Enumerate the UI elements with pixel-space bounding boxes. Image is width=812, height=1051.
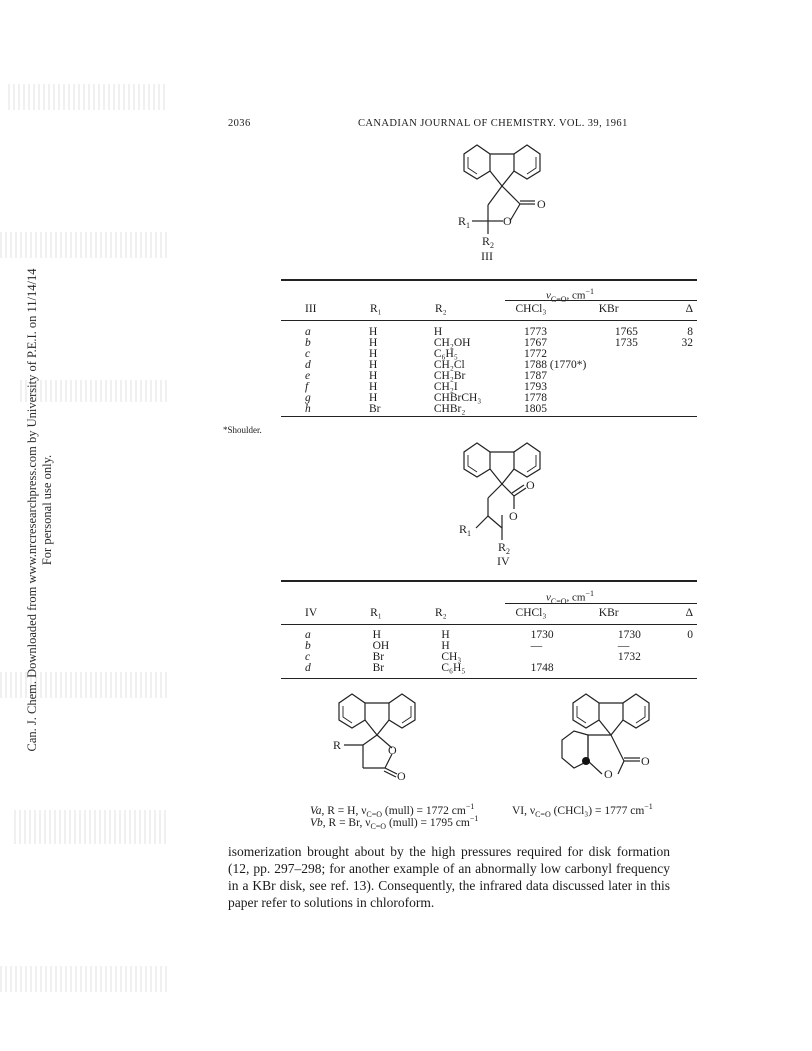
table-cell-delta — [682, 371, 698, 382]
table2-bottom-rule — [281, 678, 697, 679]
table-cell-id: c — [305, 651, 311, 663]
caption-va-label: Va — [310, 804, 322, 817]
body-paragraph: isomerization brought about by the high pressures required for disk formation (12, pp. 297–298; for another example of an abnormally low carbonyl frequency in a KBr disk, see ref. 13). Consequently, the infrared data discussed later in this paper refer to solutions in chloroform. — [228, 844, 670, 910]
table-cell-id: d — [305, 662, 311, 674]
table-row — [281, 404, 697, 415]
r1-symbol: R — [459, 522, 468, 536]
table-cell-chcl3: 1730 — [530, 629, 554, 641]
r1-symbol: R — [458, 214, 467, 228]
table-cell-id: h — [305, 403, 311, 415]
col-r2: R₂ — [434, 303, 447, 315]
table-cell-id: c — [305, 348, 311, 360]
table-cell-kbr — [597, 371, 682, 382]
col-r1: R₁ — [370, 607, 382, 619]
table-cell-id: a — [305, 326, 311, 338]
table-cell-r1: H — [368, 348, 378, 360]
table-cell-r1: H — [368, 370, 378, 382]
table2-body — [281, 630, 697, 674]
caption-vi-rest: (CHCl₃) = 1777 cm — [550, 804, 645, 817]
caption-vb-text: , R = Br, ν — [322, 816, 371, 829]
carbonyl-o: O — [526, 478, 535, 492]
table-cell-id: b — [305, 640, 311, 652]
table-cell-r2: CH₂OH — [433, 337, 471, 349]
table-cell-chcl3: 1767 — [524, 337, 548, 349]
caption-vi-exp: −1 — [644, 802, 653, 811]
table-cell-kbr: 1735 — [614, 337, 638, 349]
carbonyl-o: O — [641, 754, 650, 768]
fluorene-left-ring — [339, 694, 365, 728]
table-cell-kbr — [600, 663, 687, 674]
r-symbol: R — [333, 738, 342, 752]
structure-label-IV: IV — [497, 554, 510, 568]
col-chcl3: CHCl₃ — [515, 607, 547, 619]
table-cell-r1: H — [368, 326, 378, 338]
scan-noise — [0, 966, 168, 992]
caption-va-rest: (mull) = 1772 cm — [382, 804, 466, 817]
col-kbr: KBr — [598, 303, 619, 315]
table1-header — [281, 304, 697, 315]
table-row — [281, 663, 697, 674]
table-row — [281, 371, 697, 382]
table-row — [281, 360, 697, 371]
r2-symbol: R — [482, 234, 491, 248]
lactone-ring — [588, 735, 640, 774]
fluorene-left-ring — [573, 694, 599, 728]
table-cell-kbr: 1732 — [617, 651, 641, 663]
table1-footnote: *Shoulder. — [223, 425, 262, 435]
caption-vb-label: Vb — [310, 816, 323, 829]
carbonyl-o: O — [397, 769, 406, 783]
structure-VI — [548, 688, 688, 790]
download-stamp — [25, 245, 55, 775]
table-cell-chcl3 — [513, 652, 600, 663]
fluorene-left-ring — [464, 145, 490, 179]
table-cell-r2: CHBr₂ — [433, 403, 466, 415]
page-number: 2036 — [228, 118, 251, 129]
download-stamp-line2: For personal use only. — [40, 454, 54, 566]
table2-top-rule — [281, 580, 697, 582]
table1-top-rule — [281, 279, 697, 281]
carbonyl-o: O — [537, 197, 546, 211]
fluorene-right-ring — [623, 694, 649, 728]
table-cell-r2: H — [441, 640, 450, 652]
table-cell-r2: CH₂I — [433, 381, 458, 393]
caption-va-exp: −1 — [465, 802, 475, 811]
table-cell-delta — [682, 404, 698, 415]
caption-vb-sub: C=O — [370, 822, 387, 832]
caption-vb-rest: (mull) = 1795 cm — [386, 816, 470, 829]
table1-group-rule — [505, 300, 697, 301]
col-delta: Δ — [685, 607, 693, 619]
fluorene-right-ring — [389, 694, 415, 728]
table-cell-id: e — [305, 370, 311, 382]
structure-III — [440, 138, 570, 264]
scan-noise — [8, 84, 168, 110]
col-delta: Δ — [685, 303, 693, 315]
lactone-ring — [476, 484, 526, 540]
caption-va-text: , R = H, ν — [321, 804, 367, 817]
stereocenter-dot — [582, 757, 590, 765]
table-cell-kbr: 1730 — [617, 629, 641, 641]
unit-exponent: −1 — [585, 287, 594, 296]
table-cell-kbr — [597, 360, 682, 371]
table-cell-delta — [687, 663, 697, 674]
structure-IV — [440, 436, 570, 568]
table-cell-r2: C₆H₅ — [441, 662, 466, 674]
table-cell-r2: CHBrCH₃ — [433, 392, 482, 404]
scan-noise — [14, 810, 168, 844]
table-cell-r2: CH₂Br — [433, 370, 466, 382]
caption-vb-exp: −1 — [469, 814, 479, 823]
table2-header — [281, 608, 697, 619]
table-cell-r2: CH₃ — [441, 651, 462, 663]
table-cell-r2: H — [441, 629, 450, 641]
table-row — [281, 338, 697, 349]
table1-header-rule — [281, 320, 697, 321]
table-row — [281, 382, 697, 393]
unit: , cm — [566, 591, 586, 604]
r1-subscript: 1 — [466, 221, 471, 230]
ring-o: O — [509, 509, 518, 523]
table-cell-id: b — [305, 337, 311, 349]
table-cell-r1: H — [368, 337, 378, 349]
table-cell-chcl3: 1787 — [524, 370, 548, 382]
ring-o: O — [388, 743, 397, 757]
fluorene-left-ring — [464, 443, 490, 477]
table-cell-chcl3: 1793 — [524, 381, 548, 393]
table-cell-r1: Br — [372, 662, 385, 674]
table-row — [281, 349, 697, 360]
col-kbr: KBr — [598, 607, 619, 619]
col-compound: III — [305, 303, 317, 315]
table2-group-rule — [505, 603, 697, 604]
nu-symbol: ν — [546, 591, 551, 604]
col-compound: IV — [305, 607, 318, 619]
svg-text:R1 — [458, 214, 470, 230]
table1-body — [281, 327, 697, 415]
table1-bottom-rule — [281, 416, 697, 417]
table-cell-r1: Br — [368, 403, 381, 415]
nu-symbol: ν — [546, 289, 551, 302]
table-cell-kbr: — — [617, 640, 630, 652]
table2-header-rule — [281, 624, 697, 625]
fluorene-right-ring — [514, 443, 540, 477]
table-cell-delta — [682, 382, 698, 393]
r2-subscript: 2 — [506, 547, 511, 556]
table-cell-chcl3: 1748 — [530, 662, 554, 674]
table-cell-r2: H — [433, 326, 443, 338]
table-cell-chcl3: 1805 — [524, 403, 548, 415]
table-cell-id: f — [305, 381, 309, 393]
table-cell-r1: H — [368, 381, 378, 393]
table2-group-header — [546, 589, 594, 604]
table-cell-kbr — [597, 404, 682, 415]
table-cell-delta — [682, 360, 698, 371]
download-stamp-line1: Can. J. Chem. Downloaded from www.nrcresearchpress.com by University of P.E.I. on 11/14/14 — [25, 268, 39, 752]
table-cell-delta — [682, 349, 698, 360]
table-cell-delta — [682, 393, 698, 404]
fluorene-right-ring — [514, 145, 540, 179]
table-cell-kbr — [597, 393, 682, 404]
caption-vi — [512, 800, 653, 818]
table-cell-r1: H — [368, 359, 378, 371]
col-chcl3: CHCl₃ — [515, 303, 547, 315]
nu-subscript: C=O — [550, 294, 567, 304]
table-cell-chcl3: 1788 (1770*) — [524, 359, 587, 371]
table-cell-r1: H — [372, 629, 381, 641]
table-cell-id: d — [305, 359, 311, 371]
ring-o: O — [503, 214, 512, 228]
table-cell-delta: 32 — [681, 337, 693, 349]
table-cell-kbr — [597, 349, 682, 360]
table-cell-chcl3: 1773 — [524, 326, 548, 338]
table-cell-chcl3: 1778 — [524, 392, 548, 404]
caption-vb — [310, 812, 478, 830]
caption-vi-label: VI, ν — [512, 804, 536, 817]
table-cell-delta — [687, 652, 697, 663]
table-cell-kbr — [597, 382, 682, 393]
table-cell-r1: OH — [372, 640, 390, 652]
table-cell-r1: H — [368, 392, 378, 404]
table-cell-r2: CH₂Cl — [433, 359, 465, 371]
structure-V — [300, 688, 430, 790]
caption-vi-sub: C=O — [535, 810, 551, 820]
ring-o: O — [604, 767, 613, 781]
col-r1: R₁ — [369, 303, 382, 315]
table-cell-r2: C₆H₅ — [433, 348, 458, 360]
table-cell-id: g — [305, 392, 311, 404]
table-cell-delta — [687, 641, 697, 652]
table-row — [281, 393, 697, 404]
table-cell-chcl3: 1772 — [524, 348, 548, 360]
r2-subscript: 2 — [490, 241, 495, 250]
caption-va-sub: C=O — [366, 810, 383, 820]
svg-text:R2 — [482, 234, 494, 250]
running-head: CANADIAN JOURNAL OF CHEMISTRY. VOL. 39, 1961 — [358, 118, 628, 129]
table-row — [281, 630, 697, 641]
col-r2: R₂ — [435, 607, 447, 619]
nu-subscript: C=O — [550, 596, 567, 606]
structure-label-III: III — [481, 249, 493, 263]
unit: , cm — [566, 289, 586, 302]
unit-exponent: −1 — [585, 589, 594, 598]
table-cell-r1: Br — [372, 651, 385, 663]
svg-text:R1 — [459, 522, 471, 538]
table-row — [281, 652, 697, 663]
table-cell-delta: 8 — [687, 326, 693, 338]
table-cell-id: a — [305, 629, 311, 641]
r1-subscript: 1 — [467, 529, 472, 538]
table-cell-kbr: 1765 — [614, 326, 638, 338]
r2-symbol: R — [498, 540, 507, 554]
table-cell-delta: 0 — [687, 629, 693, 641]
table-cell-chcl3: — — [530, 640, 543, 652]
